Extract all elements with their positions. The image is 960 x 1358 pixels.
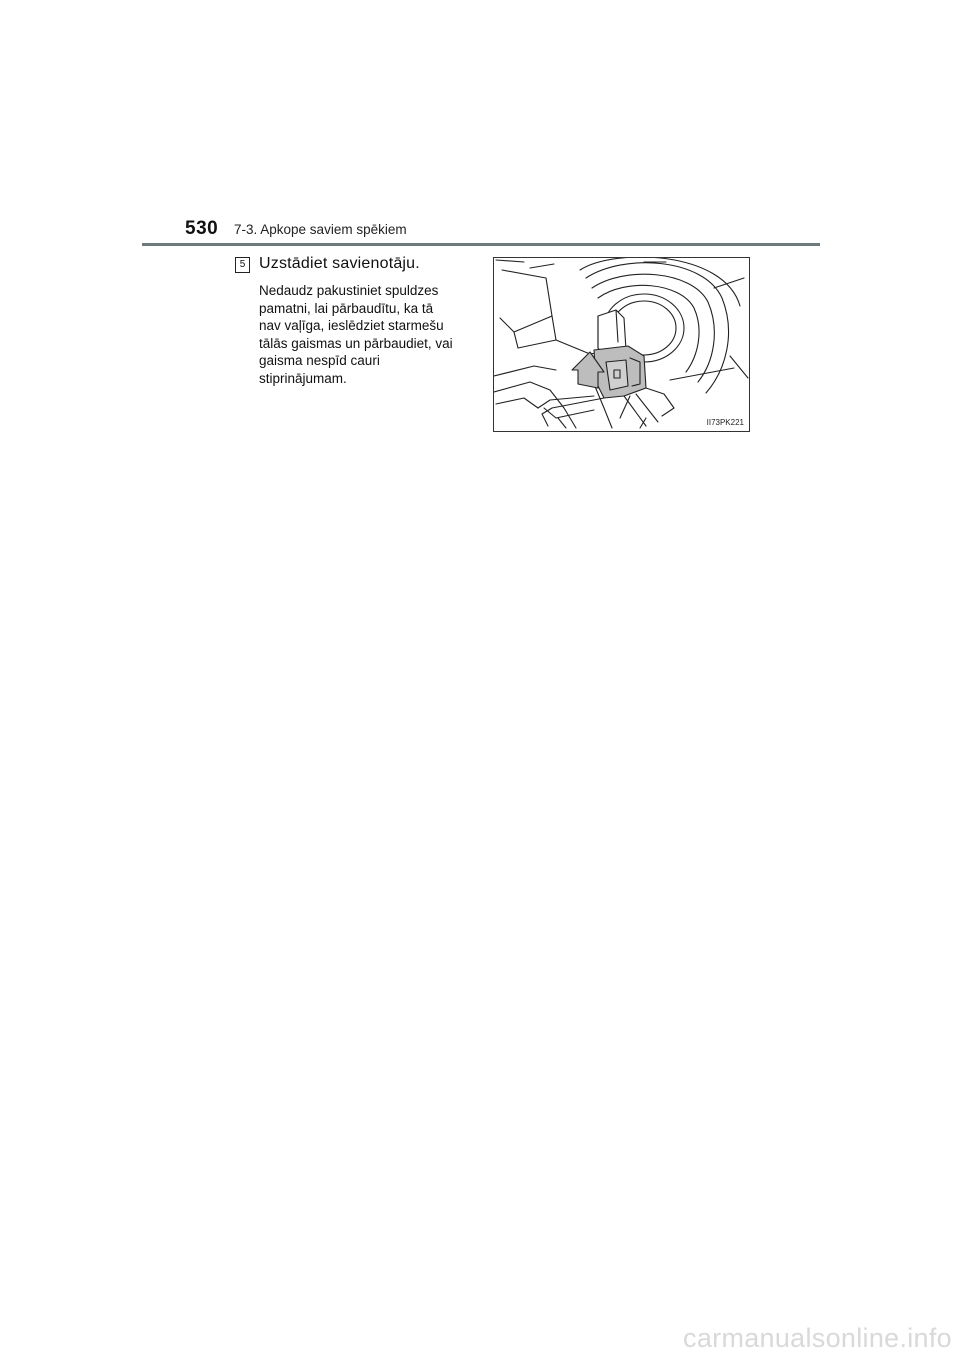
step-body-line: nav vaļīga, ieslēdziet starmešu bbox=[259, 318, 444, 333]
figure-frame bbox=[493, 257, 750, 432]
figure-code: II73PK221 bbox=[706, 418, 744, 427]
step-body bbox=[259, 282, 477, 387]
step-body-line: pamatni, lai pārbaudītu, ka tā bbox=[259, 300, 434, 316]
step-number-badge: 5 bbox=[235, 257, 250, 273]
headlight-connector-illustration bbox=[494, 258, 749, 431]
header-rule bbox=[142, 243, 820, 246]
step-body-line: gaisma nespīd cauri bbox=[259, 353, 380, 368]
page-number: 530 bbox=[185, 218, 219, 239]
step-body-line: tālās gaismas un pārbaudiet, vai bbox=[259, 335, 453, 351]
watermark: carmanualsonline.info bbox=[683, 1323, 952, 1353]
step-body-line: Nedaudz pakustiniet spuldzes bbox=[259, 283, 439, 298]
section-title: 7-3. Apkope saviem spēkiem bbox=[234, 222, 407, 237]
step-body-line: stiprinājumam. bbox=[259, 370, 347, 386]
step-heading: Uzstādiet savienotāju. bbox=[259, 255, 420, 272]
